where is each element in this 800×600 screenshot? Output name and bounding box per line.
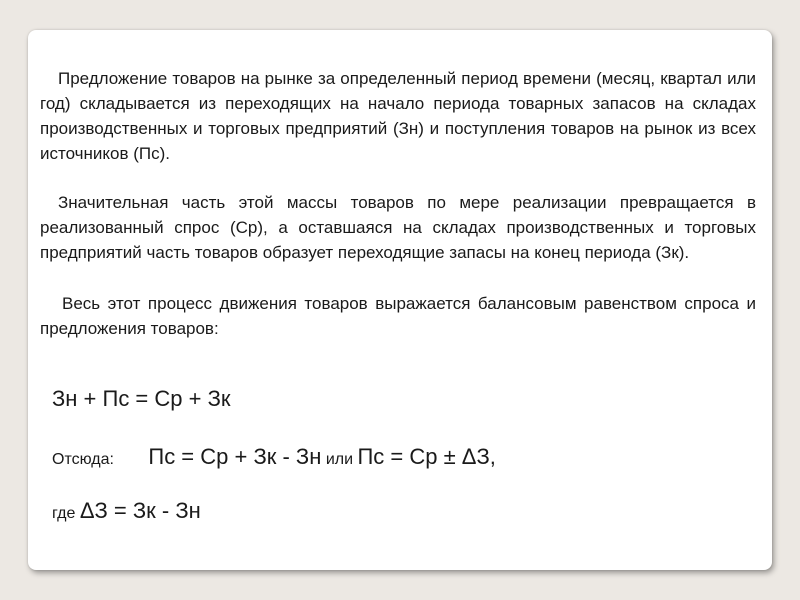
balance-formula [52,382,231,419]
otsyuda-label: Отсюда: [52,451,114,468]
supply-delta-expression: Пс = Ср ± ΔЗ, [357,444,496,469]
derived-formula [52,440,496,477]
text-content [40,66,756,341]
supply-expression: Пс = Ср + Зк - Зн [148,444,322,469]
paragraph-balance: Весь этот процесс движения товаров выражается балансовым равенством спроса и предложения товаров: [40,294,756,338]
balance-equation: Зн + Пс = Ср + Зк [52,386,231,411]
ili-word: или [325,451,354,468]
delta-definition [52,494,201,531]
paragraph-demand: Значительная часть этой массы товаров по мере реализации превращается в реализованный спрос (Ср), а оставшаяся на складах производственных и торговых предприятий часть товаров образует переходящие запасы на конец периода (Зк). [40,193,756,262]
paragraph-supply: Предложение товаров на рынке за определенный период времени (месяц, квартал или год) складывается из переходящих на начало периода товарных запасов на складах производственных и торговых предприятий (Зн) и поступления товаров на рынок из всех источников (Пс). [40,69,756,163]
gde-label: где [52,505,76,522]
delta-equation: ΔЗ = Зк - Зн [79,498,201,523]
